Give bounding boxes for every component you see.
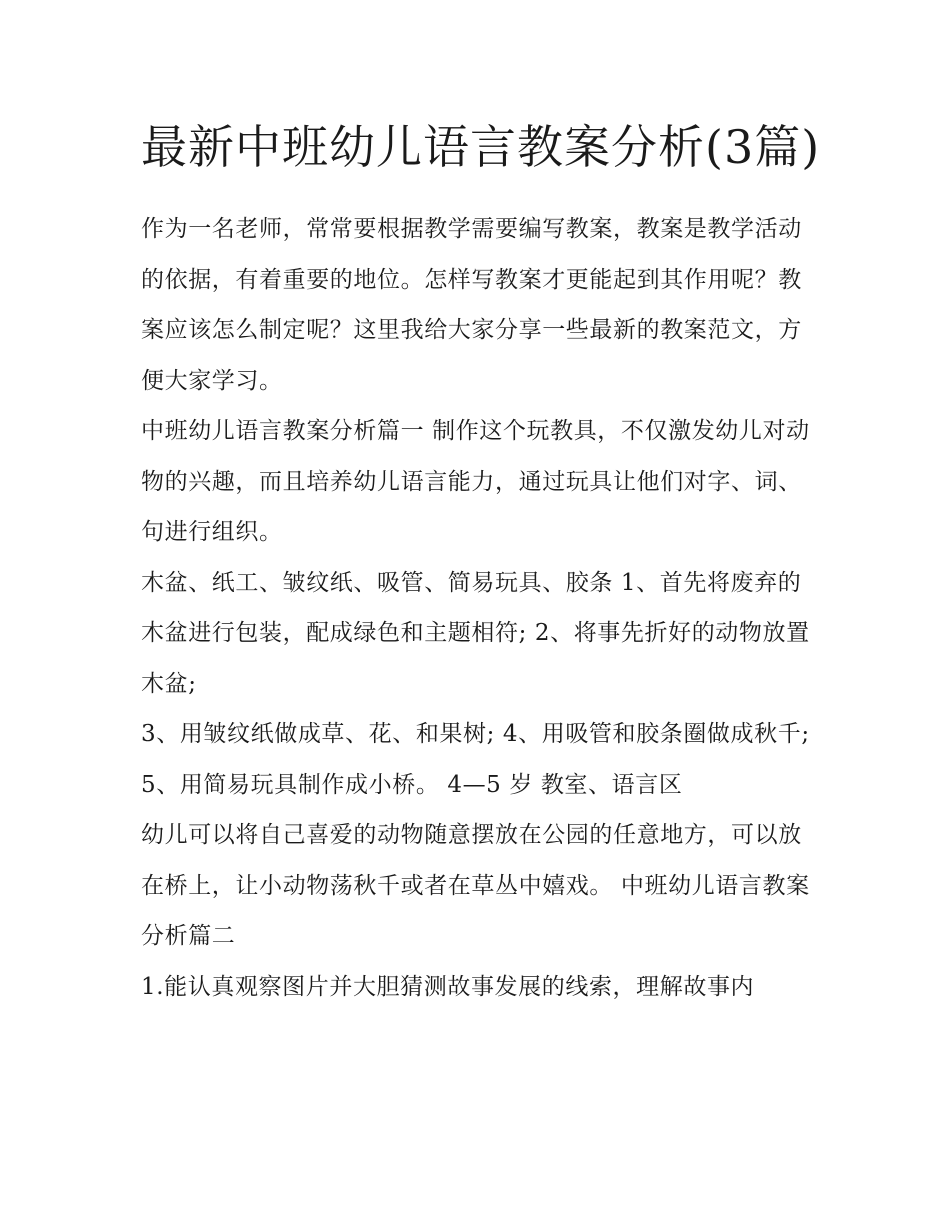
paragraph-materials: 木盆、纸工、皱纹纸、吸管、简易玩具、胶条 1、首先将废弃的木盆进行包装，配成绿色和主题相符; 2、将事先折好的动物放置木盆;	[141, 569, 810, 697]
document-title: 最新中班幼儿语言教案分析(3篇)	[141, 120, 821, 174]
paragraph-play: 幼儿可以将自己喜爱的动物随意摆放在公园的任意地方，可以放在桥上，让小动物荡秋千或者在草丛中嬉戏。 中班幼儿语言教案分析篇二	[141, 822, 810, 949]
paragraph-steps: 3、用皱纹纸做成草、花、和果树; 4、用吸管和胶条圈做成秋千; 5、用简易玩具制作成小桥。 4—5 岁 教室、语言区	[141, 721, 810, 798]
document-page	[141, 112, 821, 1012]
paragraph-intro: 作为一名老师，常常要根据教学需要编写教案，教案是教学活动的依据，有着重要的地位。怎样写教案才更能起到其作用呢？教案应该怎么制定呢？这里我给大家分享一些最新的教案范文，方便大家学习。	[141, 216, 802, 394]
paragraph-goal: 1.能认真观察图片并大胆猜测故事发展的线索，理解故事内	[141, 973, 755, 1000]
paragraph-lesson-one: 中班幼儿语言教案分析篇一 制作这个玩教具，不仅激发幼儿对动物的兴趣，而且培养幼儿语言能力，通过玩具让他们对字、词、句进行组织。	[141, 418, 810, 545]
